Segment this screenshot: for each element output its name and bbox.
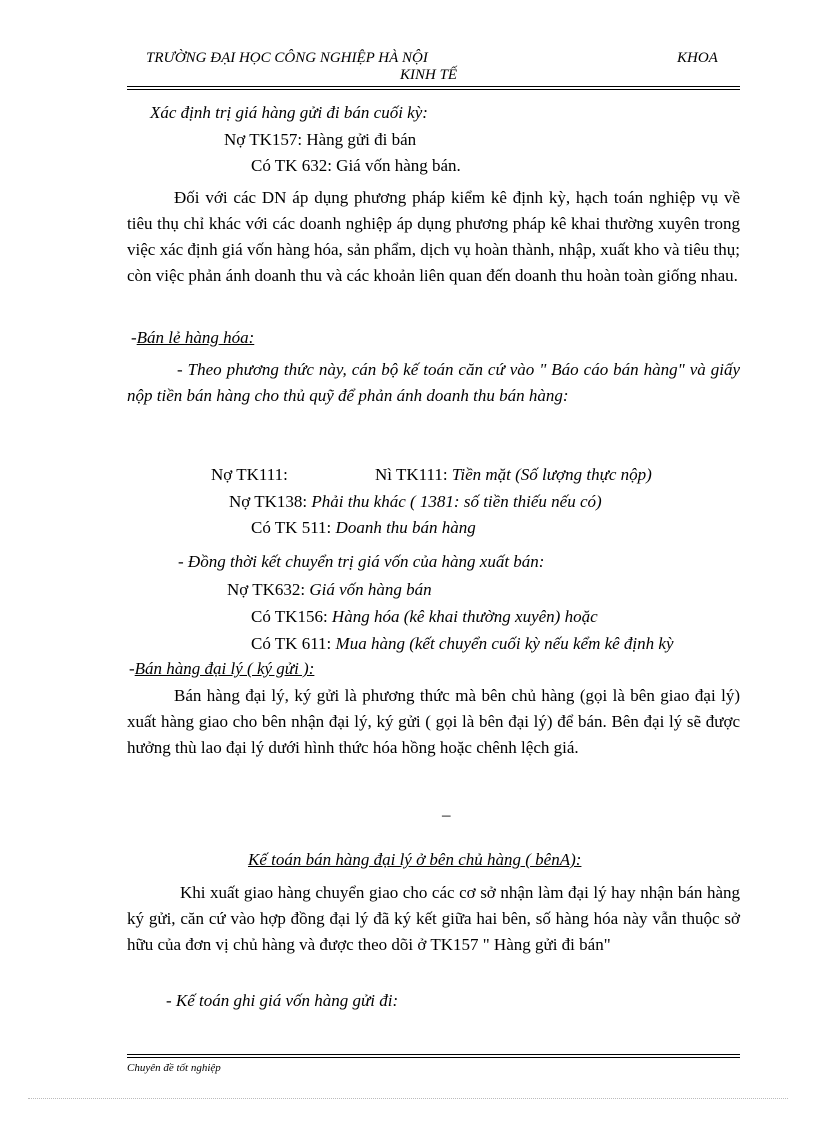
entry2-debit: Nợ TK138:	[229, 492, 308, 511]
entry2-description: Phải thu khác ( 1381: số tiền thiếu nếu có)	[311, 492, 602, 511]
entry1-description: Tiền mặt (Số lượng thực nộp)	[451, 465, 652, 484]
header-khoa-label: KHOA	[677, 50, 718, 66]
paragraph-agency: Bán hàng đại lý, ký gửi là phương thức mà bên chủ hàng (gọi là bên giao đại lý) xuất hàng giao cho bên nhận đại lý, ký gửi ( gọi là bên đại lý) để bán. Bên đại lý sẽ được hưởng thù lao đại lý dưới hình thức hóa hồng hoặc chênh lệch giá.	[127, 686, 740, 757]
entry5-description: Hàng hóa (kê khai thường xuyên) hoặc	[331, 607, 598, 626]
entry5-line	[251, 607, 598, 627]
paragraph-periodic-inventory: Đối với các DN áp dụng phương pháp kiểm kê định kỳ, hạch toán nghiệp vụ về tiêu thụ chỉ khác với các doanh nghiệp áp dụng phương pháp kê khai thường xuyên trong việc xác định giá vốn hàng hóa, sản phẩm, dịch vụ hoàn thành, nhập, xuất kho và tiêu thụ; còn việc phản ánh doanh thu và các khoản liên quan đến doanh thu hoàn toàn giống nhau.	[127, 188, 740, 285]
entry1-credit-account: Nì TK111:	[375, 465, 448, 484]
header-school-name: TRƯỜNG ĐẠI HỌC CÔNG NGHIỆP HÀ NỘI	[146, 50, 428, 66]
entry1-credit-line	[375, 465, 652, 485]
line-simultaneous-transfer: - Đồng thời kết chuyển trị giá vốn của hàng xuất bán:	[178, 552, 545, 571]
retail-heading	[131, 328, 254, 348]
entry6-line	[251, 634, 674, 654]
line-determine-value: Xác định trị giá hàng gửi đi bán cuối kỳ:	[150, 103, 428, 122]
agency-heading	[129, 659, 314, 679]
entry4-debit: Nợ TK632:	[227, 580, 306, 599]
entry3-line	[251, 518, 476, 538]
header-rule-top	[127, 86, 740, 87]
entry3-credit: Có TK 511:	[251, 518, 332, 537]
page-bottom-dotted-line	[28, 1098, 788, 1099]
paragraph-agency-shipping: Khi xuất giao hàng chuyển giao cho các cơ sở nhận làm đại lý hay nhận bán hàng ký gửi, căn cứ vào hợp đồng đại lý đã ký kết giữa hai bên, số hàng hóa này vẫn thuộc sở hữu của đơn vị chủ hàng và được theo dõi ở TK157 " Hàng gửi đi bán"	[127, 883, 740, 954]
header-rule-bottom	[127, 89, 740, 90]
entry6-description: Mua hàng (kết chuyển cuối kỳ nếu kểm kê định kỳ	[335, 634, 674, 653]
agency-dash: -	[129, 659, 135, 678]
footer-text: Chuyên đề tốt nghiệp	[127, 1062, 221, 1074]
header-faculty-name: KINH TẾ	[400, 67, 458, 83]
agency-heading-text: Bán hàng đại lý ( ký gửi ):	[134, 659, 315, 678]
entry4-description: Giá vốn hàng bán	[309, 580, 432, 599]
entry2-line	[229, 492, 602, 512]
retail-heading-text: Bán lẻ hàng hóa:	[136, 328, 255, 347]
paragraph-retail: - Theo phương thức này, cán bộ kế toán căn cứ vào " Báo cáo bán hàng" và giấy nộp tiền bán hàng cho thủ quỹ để phản ánh doanh thu bán hàng:	[127, 360, 740, 405]
footer-rule-top	[127, 1054, 740, 1055]
separator-dash: –	[442, 805, 451, 824]
entry6-credit: Có TK 611:	[251, 634, 332, 653]
entry1-debit: Nợ TK111:	[211, 465, 288, 484]
entry4-line	[227, 580, 432, 600]
entry5-credit: Có TK156:	[251, 607, 328, 626]
line-record-cost: - Kế toán ghi giá vốn hàng gửi đi:	[166, 991, 399, 1010]
retail-dash: -	[131, 328, 137, 347]
section-heading-agency-accounting: Kế toán bán hàng đại lý ở bên chủ hàng ( bênA):	[248, 850, 582, 869]
entry-credit-632: Có TK 632: Giá vốn hàng bán.	[251, 156, 461, 175]
entry3-description: Doanh thu bán hàng	[335, 518, 476, 537]
entry-debit-157: Nợ TK157: Hàng gửi đi bán	[224, 130, 417, 149]
footer-rule-bottom	[127, 1057, 740, 1058]
